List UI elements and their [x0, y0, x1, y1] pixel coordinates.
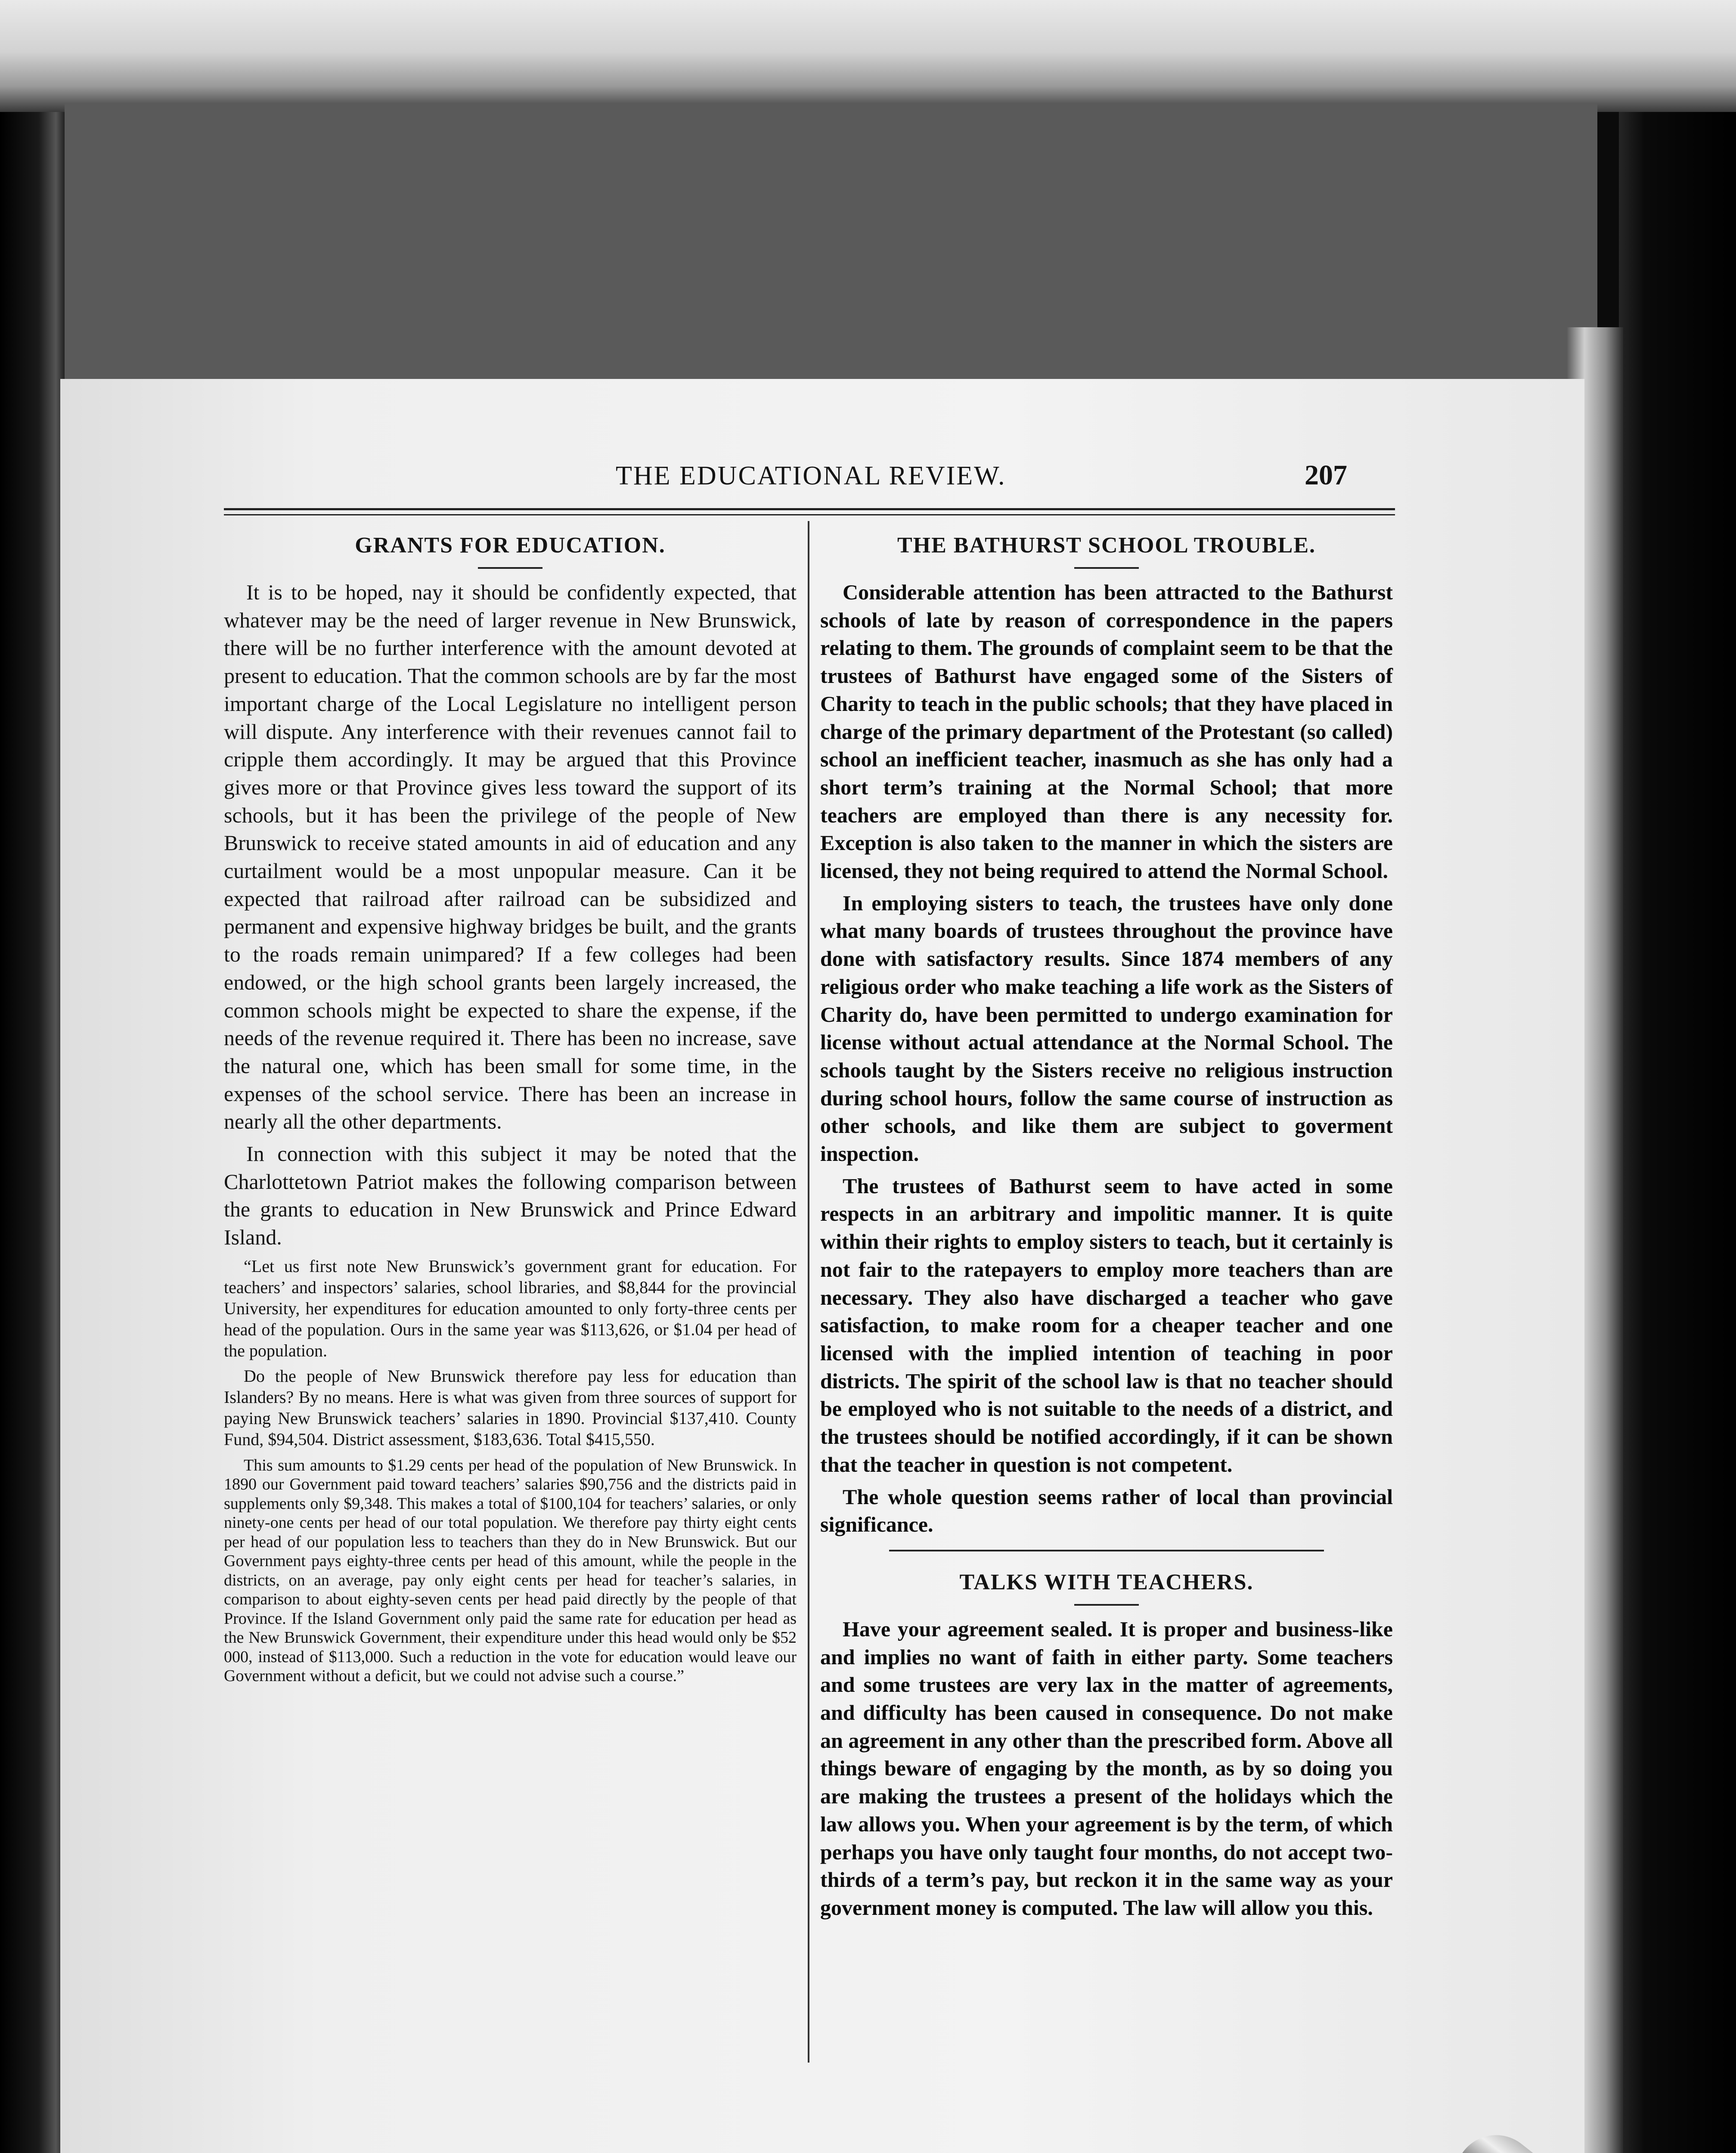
- film-top-margin: [0, 0, 1736, 112]
- heading-rule: [1074, 567, 1139, 569]
- article-paragraph: In connection with this subject it may be noted that the Charlottetown Patriot makes the following comparison between the grants to education in New Brunswick and Prince Edward Island.: [224, 1142, 797, 1250]
- right-column: [820, 532, 1393, 1922]
- article-paragraph: Considerable attention has been attracted to the Bathurst schools of late by reason of correspondence in the papers relating to them. The grounds of complaint seem to be that the trustees of Bathurst have engaged some of the Sisters of Charity to teach in the public schools; that they have placed in charge of the primary department of the Protestant (so called) school an inefficient teacher, inasmuch as she has only had a short term’s training at the Normal School; that more teachers are employed than there is any necessity for. Exception is also taken to the manner in which the sisters are licensed, they not being required to attend the Normal School.: [820, 580, 1393, 883]
- film-right-margin: [1619, 112, 1736, 2153]
- heading-rule: [478, 567, 542, 569]
- journal-title: THE EDUCATIONAL REVIEW.: [616, 461, 1006, 490]
- article-paragraph: Have your agreement sealed. It is proper and business-like and implies no want of faith in either party. Some teachers and some trustees are very lax in the matter of agreements, and difficulty has been caused in consequence. Do not make an agreement in any other than the prescribed form. Above all things beware of engaging by the month, as by so doing you are making the trustees a present of the holidays which the law allows you. When your agreement is by the term, of which perhaps you have only taught four months, do not accept two-thirds of a term’s pay, but reckon it in the same way as your government money is computed. The law will allow you this.: [820, 1616, 1393, 1920]
- article-heading-grants: GRANTS FOR EDUCATION.: [355, 533, 666, 558]
- quoted-paragraph: Do the people of New Brunswick therefore pay less for education than Islanders? By no means. Here is what was given from three sources of support for paying New Brunswick teachers’ salaries in 1890. Provincial $137,410. County Fund, $94,504. District assessment, $183,636. Total $415,550.: [224, 1366, 797, 1449]
- article-heading-talks: TALKS WITH TEACHERS.: [959, 1570, 1254, 1595]
- running-head: [60, 461, 1584, 499]
- section-separator-rule: [889, 1550, 1324, 1551]
- film-left-margin: [0, 112, 65, 2153]
- quoted-paragraph: “Let us first note New Brunswick’s government grant for education. For teachers’ and inspectors’ salaries, school libraries, and $8,844 for the provincial University, her expenditures for education amounted to only forty-three cents per head of the population. Ours in the same year was $113,626, or $1.04 per head of the population.: [224, 1256, 797, 1360]
- scanned-page: [60, 379, 1584, 2153]
- header-rule-thick: [224, 508, 1395, 510]
- left-column: [224, 532, 797, 1686]
- article-heading-bathurst: THE BATHURST SCHOOL TROUBLE.: [897, 533, 1316, 558]
- article-paragraph: In employing sisters to teach, the trustees have only done what many boards of trustees throughout the province have done with satisfactory results. Since 1874 members of any religious order who make teaching a life work as the Sisters of Charity do, have been permitted to undergo examination for license without actual attendance at the Normal School. The schools taught by the Sisters receive no religious instruction during school hours, follow the same course of instruction as other schools, and like them are subject to goverment inspection.: [820, 890, 1393, 1166]
- article-paragraph: The trustees of Bathurst seem to have acted in some respects in an arbitrary and impolitic manner. It is quite within their rights to employ sisters to teach, but it certainly is not fair to the ratepayers to employ more teachers than are necessary. They also have discharged a teacher who gave satisfaction, to make room for a cheaper teacher and one licensed with the implied intention of teaching in poor districts. The spirit of the school law is that no teacher should be employed who is not suitable to the needs of a district, and the trustees should be notified accordingly, if it can be shown that the teacher in question is not competent.: [820, 1173, 1393, 1477]
- article-paragraph: The whole question seems rather of local than provincial significance.: [820, 1484, 1393, 1537]
- heading-rule: [1074, 1604, 1139, 1606]
- quoted-note-paragraph: This sum amounts to $1.29 cents per head of the population of New Brunswick. In 1890 our Government paid toward teachers’ salaries $90,756 and the districts paid in supplements only $9,348. This makes a total of $100,104 for teachers’ salaries, or only ninety-one cents per head of our total population. We therefore pay thirty eight cents per head of our population less to teachers than they do in New Brunswick. But our Government pays eighty-three cents per head of this amount, while the people in the districts, on an average, pay only eight cents per head for teacher’s salaries, in comparison to about eighty-seven cents per head paid directly by the people of that Province. If the Island Government only paid the same rate for education per head as the New Brunswick Government, their expenditure under this head would only be $52 000, instead of $113,000. Such a reduction in the vote for education would leave our Government without a deficit, but we could not advise such a course.”: [224, 1456, 797, 1685]
- page-number: 207: [1305, 459, 1347, 491]
- column-divider: [808, 521, 809, 2063]
- header-rule-thin: [224, 514, 1395, 515]
- article-paragraph: It is to be hoped, nay it should be confidently expected, that whatever may be the need of larger revenue in New Brunswick, there will be no further interference with the amount devoted at present to education. That the common schools are by far the most important charge of the Local Legislature no intelligent person will dispute. Any interference with their revenues cannot fail to cripple them accordingly. It may be argued that this Province gives more or that Province gives less toward the support of its schools, but it has been the privilege of the people of New Brunswick to receive stated amounts in aid of education and any curtailment would be a most unpopular measure. Can it be expected that railroad after railroad can be subsidized and permanent and expensive highway bridges be built, and the grants to the roads remain unimpared? If a few colleges had been endowed, or the high school grants been largely increased, the common schools might be expected to share the expense, if the needs of the revenue required it. There has been no increase, save the natural one, which has been small for some time, in the expenses of the school service. There has been an increase in nearly all the other departments.: [224, 580, 797, 1134]
